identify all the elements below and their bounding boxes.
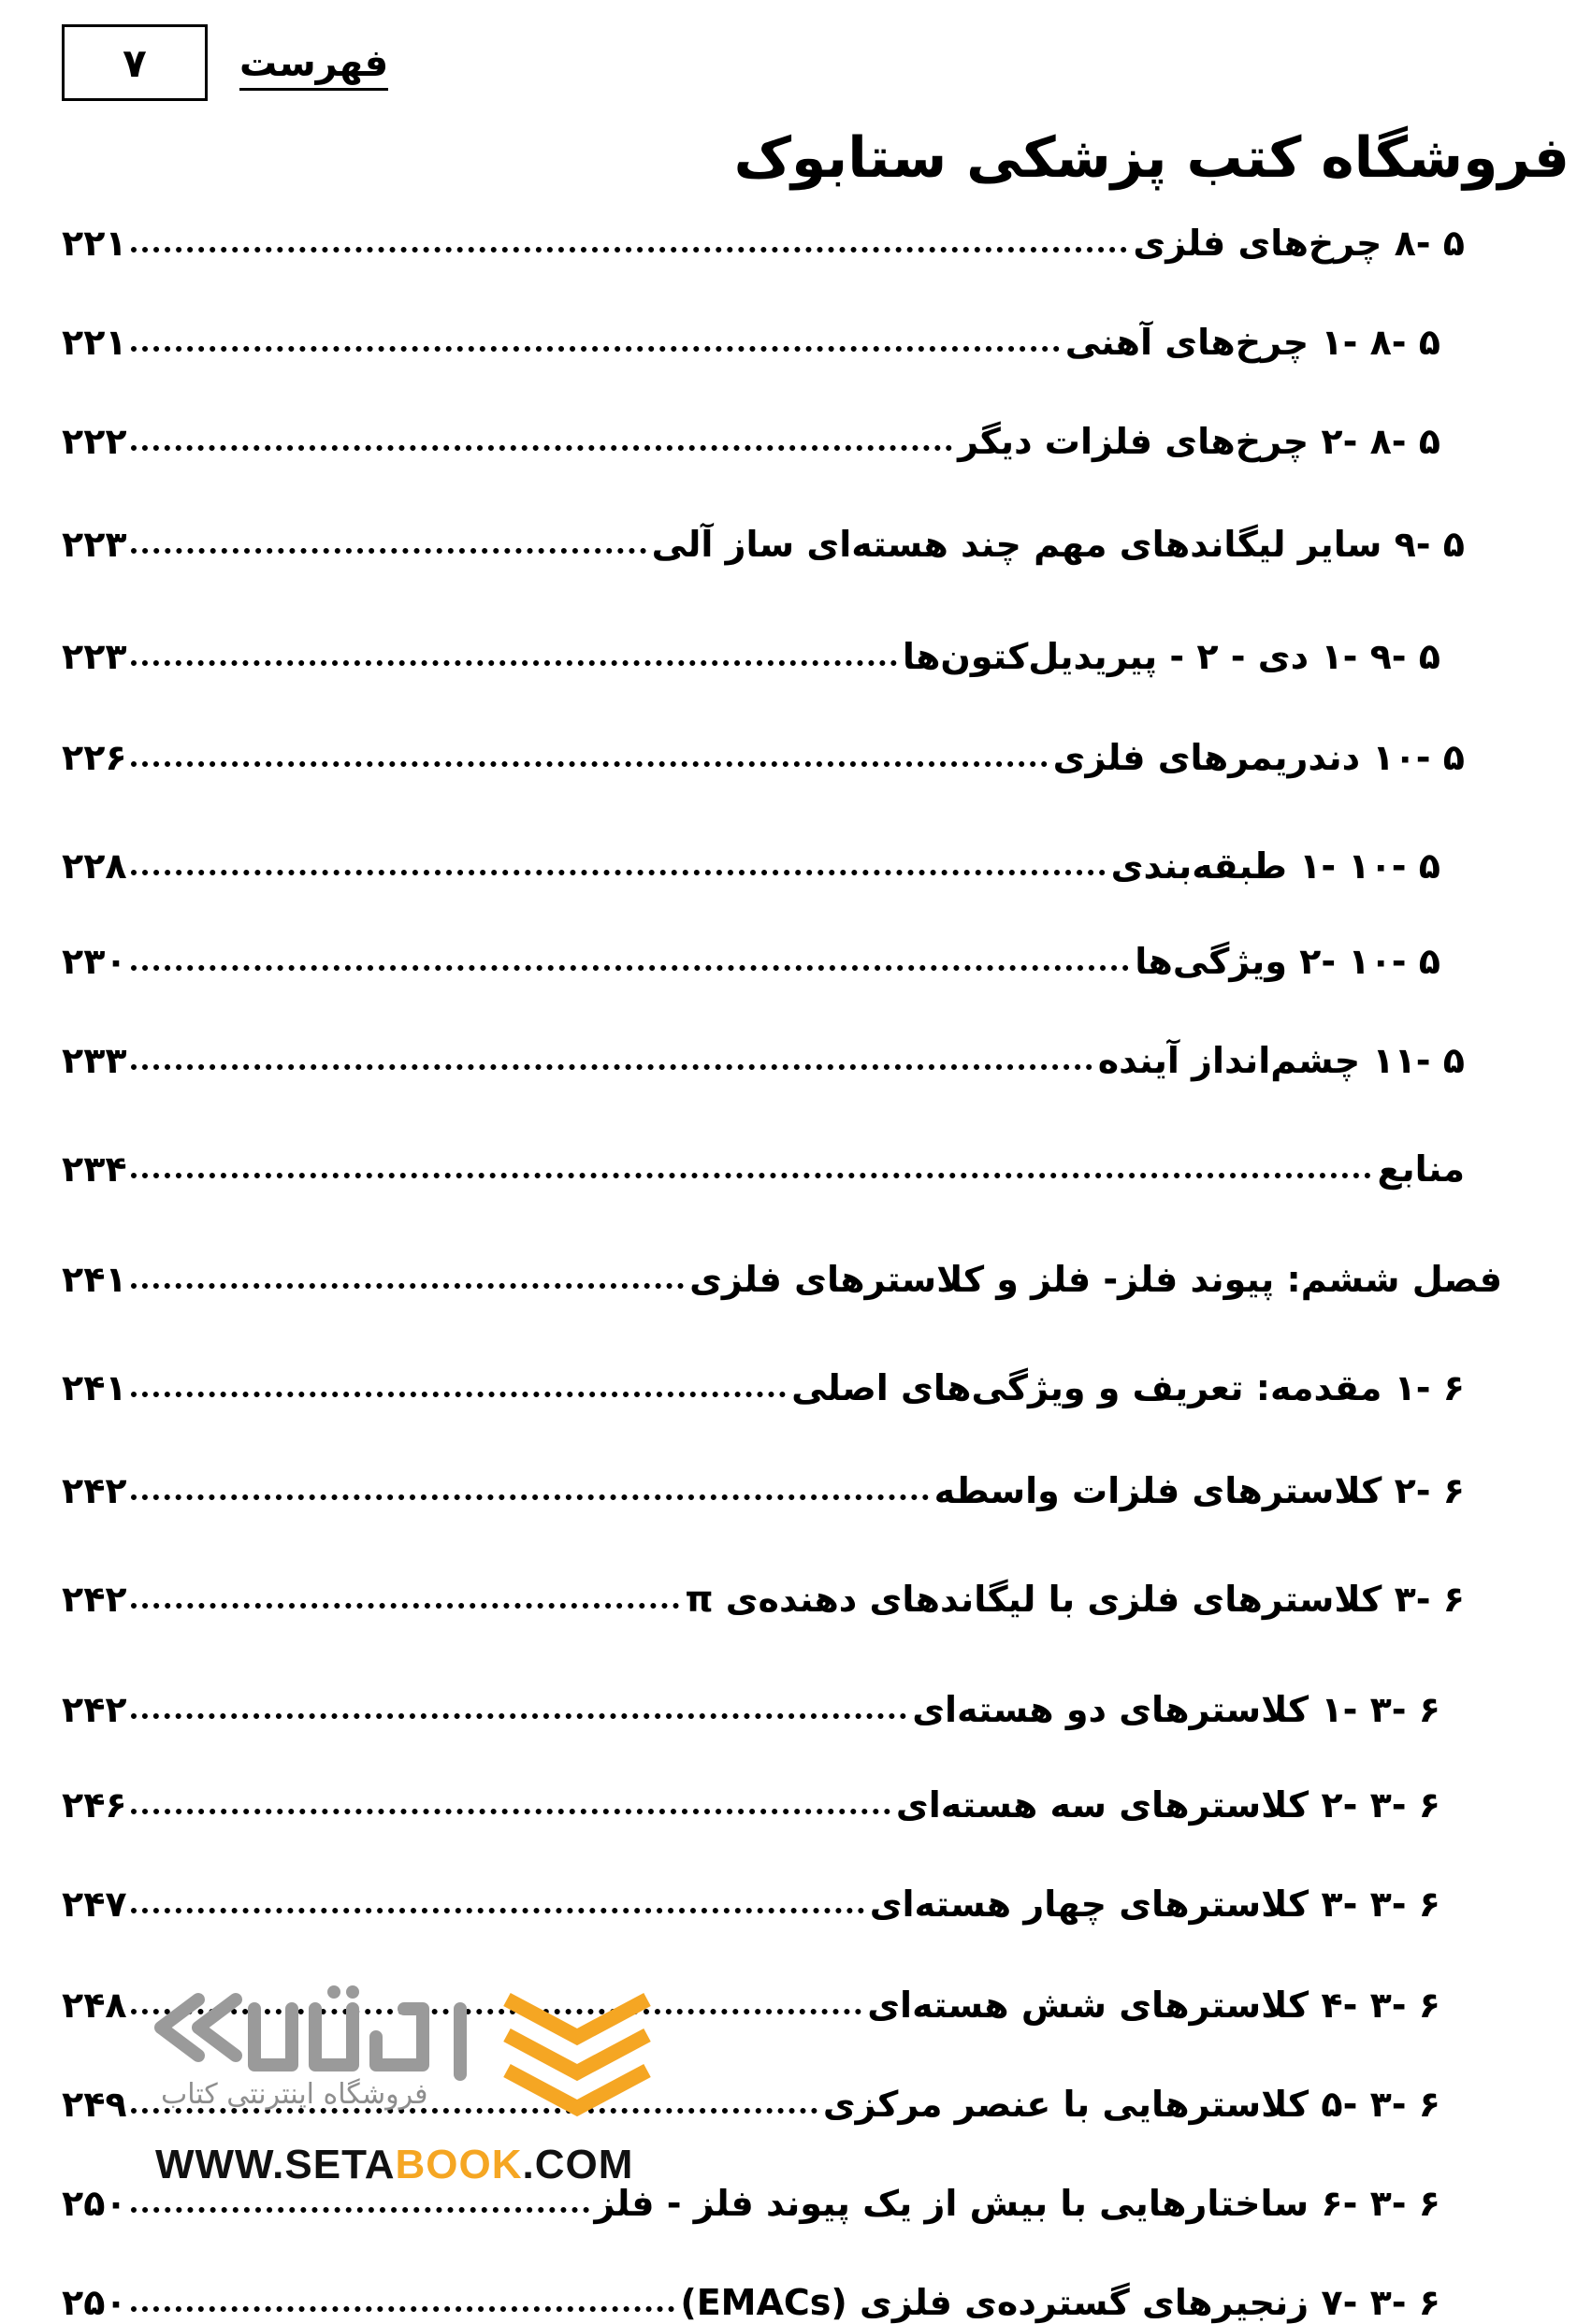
toc-title: ۶ -۳ -۴ کلاسترهای شش هسته‌ای: [867, 1985, 1440, 2026]
toc-title: ۶ -۳ -۷ زنجیرهای گسترده‌ی فلزی (EMACs): [680, 2282, 1440, 2323]
watermark-url-part: .COM: [522, 2142, 634, 2187]
toc-row: [62, 406, 1440, 462]
toc-page: ۲۲۱: [62, 223, 127, 264]
toc-page: ۲۲۳: [62, 524, 127, 565]
toc-title: ۵ -۹ -۱ دی - ۲ - پیریدیل‌کتون‌ها: [902, 636, 1440, 677]
toc-page: ۲۳۴: [62, 1148, 127, 1190]
toc-title: ۶ -۳ -۵ کلاسترهایی با عنصر مرکزی: [822, 2084, 1440, 2125]
toc-row: [62, 307, 1440, 363]
page-number-box: [62, 24, 208, 101]
toc-title: ۶ -۲ کلاسترهای فلزات واسطه: [933, 1470, 1465, 1511]
toc-leader: [131, 965, 1130, 971]
toc-row: [62, 1455, 1465, 1511]
toc-page: ۲۴۲: [62, 1689, 127, 1730]
toc-page: ۲۲۱: [62, 322, 127, 363]
toc-title: ۵ -۸ -۲ چرخ‌های فلزات دیگر: [958, 421, 1440, 462]
toc-title: ۵ -۱۰ -۱ طبقه‌بندی: [1110, 845, 1440, 887]
toc-leader: [131, 1603, 680, 1609]
toc-row: [62, 926, 1440, 982]
toc-title: ۶ -۳ -۲ کلاسترهای سه هسته‌ای: [895, 1784, 1440, 1826]
toc-page: ۲۲۶: [62, 737, 127, 778]
toc-row: [62, 1352, 1465, 1408]
toc-leader: [131, 2207, 589, 2213]
watermark-url: [155, 2142, 633, 2188]
toc-leader: [131, 548, 646, 554]
toc-row: [62, 1869, 1440, 1925]
toc-leader: [131, 660, 897, 666]
toc-row: [62, 621, 1440, 677]
toc-title: فصل ششم: پیوند فلز- فلز و کلاسترهای فلزی: [689, 1259, 1502, 1300]
toc-page: ۲۴۱: [62, 1259, 127, 1300]
toc-page: ۲۴۹: [62, 2084, 127, 2125]
toc-row: [62, 1025, 1465, 1081]
watermark-url-accent: BOOK: [395, 2142, 523, 2187]
toc-row: [62, 2267, 1440, 2323]
toc-leader: [131, 1713, 907, 1719]
toc-leader: [131, 870, 1106, 875]
toc-page: ۲۴۷: [62, 1884, 127, 1925]
toc-leader: [131, 247, 1128, 253]
toc-page: ۲۴۲: [62, 1579, 127, 1620]
toc-row: [62, 830, 1440, 887]
toc-title: ۶ -۳ کلاسترهای فلزی با لیگاندهای دهنده‌ی π: [685, 1579, 1465, 1620]
toc-row: [62, 722, 1465, 778]
toc-row: [62, 1674, 1440, 1730]
toc-leader: [131, 1283, 684, 1289]
toc-page: ۲۴۸: [62, 1985, 127, 2026]
toc-title: ۵ -۸ چرخ‌های فلزی: [1133, 223, 1465, 264]
toc-title: ۵ -۱۰ -۲ ویژگی‌ها: [1135, 941, 1440, 982]
toc-title: ۵ -۱۰ دندریمرهای فلزی: [1052, 737, 1465, 778]
toc-page: ۲۴۲: [62, 1470, 127, 1511]
shop-banner: فروشگاه کتب پزشکی ستابوک: [733, 125, 1570, 191]
toc-leader: [131, 1392, 787, 1397]
toc-row: [62, 509, 1465, 565]
toc-row: [62, 1244, 1502, 1300]
toc-page: ۲۴۶: [62, 1784, 127, 1826]
toc-leader: [131, 346, 1060, 352]
toc-title: ۶ -۱ مقدمه: تعریف و ویژگی‌های اصلی: [791, 1367, 1465, 1408]
toc-leader: [131, 1809, 890, 1814]
toc-page: ۲۳۰: [62, 941, 127, 982]
watermark-caption: فروشگاه اینترنتی کتاب: [161, 2078, 428, 2111]
toc-leader: [131, 761, 1048, 767]
toc-title: ۶ -۳ -۱ کلاسترهای دو هسته‌ای: [912, 1689, 1440, 1730]
toc-leader: [131, 1908, 864, 1913]
toc-title: ۵ -۱۱ چشم‌انداز آینده: [1097, 1040, 1465, 1081]
toc-leader: [131, 445, 952, 451]
toc-title: ۶ -۳ -۶ ساختارهایی با بیش از یک پیوند فلز - فلز: [594, 2183, 1440, 2224]
toc-page: ۲۲۳: [62, 636, 127, 677]
toc-leader: [131, 1173, 1372, 1178]
toc-title: منابع: [1377, 1148, 1465, 1190]
toc-leader: [131, 2306, 675, 2312]
toc-page: ۲۴۱: [62, 1367, 127, 1408]
watermark-url-part: WWW.SETA: [155, 2142, 396, 2187]
toc-title: ۵ -۹ سایر لیگاندهای مهم چند هسته‌ای ساز آلی: [651, 524, 1465, 565]
toc-title: ۵ -۸ -۱ چرخ‌های آهنی: [1064, 322, 1440, 363]
toc-title: ۶ -۳ -۳ کلاسترهای چهار هسته‌ای: [869, 1884, 1440, 1925]
page-number: ۷: [123, 39, 147, 86]
toc-page: ۲۲۲: [62, 421, 127, 462]
toc-row: [62, 1133, 1465, 1190]
toc-page: ۲۳۳: [62, 1040, 127, 1081]
toc-page: ۲۲۸: [62, 845, 127, 887]
toc-leader: [131, 1494, 929, 1500]
header-label: فهرست: [239, 41, 388, 91]
toc-row: [62, 1769, 1440, 1826]
toc-page: ۲۵۰: [62, 2282, 127, 2323]
toc-row: [62, 208, 1465, 264]
toc-page: ۲۵۰: [62, 2183, 127, 2224]
toc-row: [62, 1564, 1465, 1620]
toc-leader: [131, 1064, 1092, 1070]
